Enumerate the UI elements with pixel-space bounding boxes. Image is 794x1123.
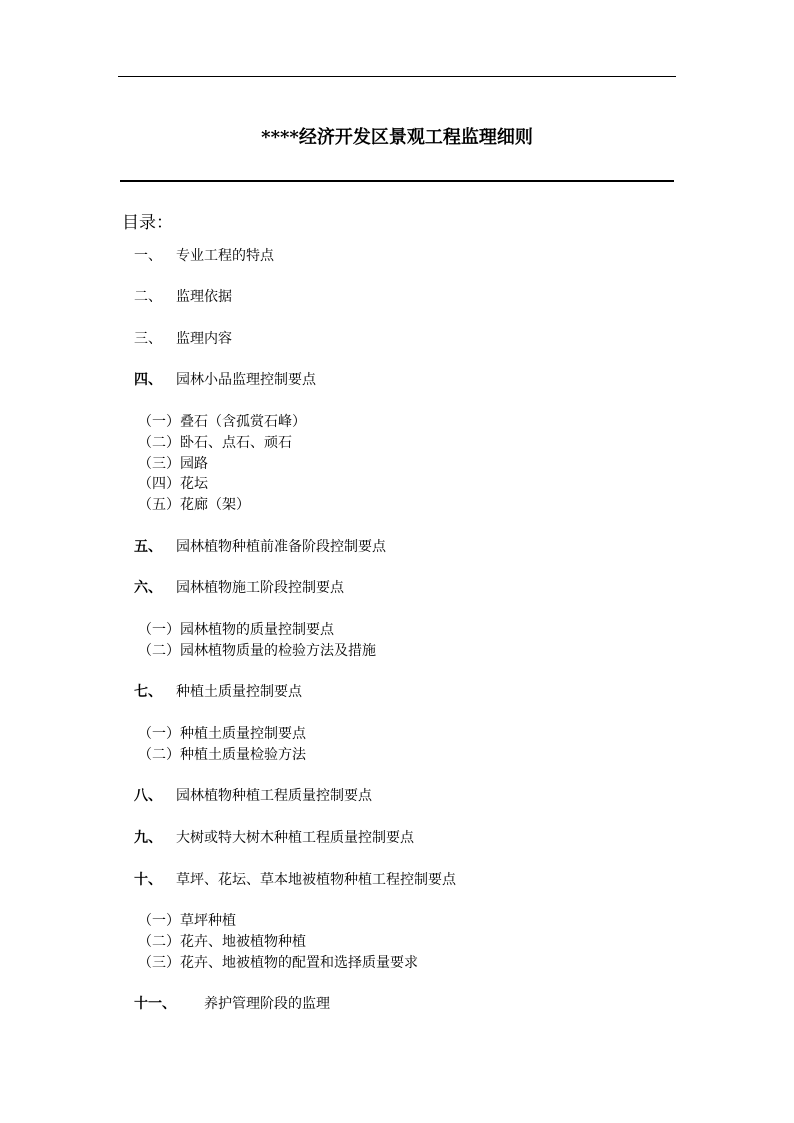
toc-section-label: 园林植物种植前准备阶段控制要点 [176, 539, 386, 555]
toc-subsection[interactable] [138, 455, 208, 473]
toc-section-label: 专业工程的特点 [176, 248, 274, 264]
toc-section-number: 十一、 [134, 996, 176, 1012]
toc-subsection-label: 花卉、地被植物的配置和选择质量要求 [180, 955, 418, 971]
toc-section-label: 种植土质量控制要点 [176, 684, 302, 700]
toc-subsection-number: （二） [138, 747, 180, 763]
toc-subsection[interactable] [138, 746, 306, 764]
toc-subsection[interactable] [138, 954, 418, 972]
toc-section-number: 九、 [134, 830, 162, 846]
toc-subsection-label: 叠石（含孤赏石峰） [180, 414, 306, 430]
toc-subsection-label: 种植土质量检验方法 [180, 747, 306, 763]
toc-subsection-number: （二） [138, 934, 180, 950]
toc-subsection-number: （四） [138, 476, 180, 492]
toc-section-number: 五、 [134, 539, 162, 555]
toc-subsection-label: 园路 [180, 456, 208, 472]
toc-subsection[interactable] [138, 912, 236, 930]
toc-section-number: 一、 [134, 248, 162, 264]
toc-section-label: 大树或特大树木种植工程质量控制要点 [176, 830, 414, 846]
toc-section-label: 园林植物种植工程质量控制要点 [176, 788, 372, 804]
toc-section-label: 园林植物施工阶段控制要点 [176, 580, 344, 596]
toc-subsection[interactable] [138, 496, 250, 514]
toc-section-number: 七、 [134, 684, 162, 700]
toc-subsection-number: （一） [138, 622, 180, 638]
title-underline [120, 180, 674, 182]
toc-subsection[interactable] [138, 933, 306, 951]
toc-section-number: 八、 [134, 788, 162, 804]
toc-subsection-number: （一） [138, 913, 180, 929]
toc-subsection[interactable] [138, 725, 306, 743]
toc-subsection-number: （二） [138, 435, 180, 451]
toc-subsection-label: 草坪种植 [180, 913, 236, 929]
toc-subsection-label: 卧石、点石、顽石 [180, 435, 292, 451]
toc-section-label: 园林小品监理控制要点 [176, 372, 316, 388]
toc-subsection[interactable] [138, 475, 208, 493]
toc-subsection-number: （二） [138, 643, 180, 659]
toc-subsection-number: （三） [138, 456, 180, 472]
toc-section-number: 六、 [134, 580, 162, 596]
toc-section-label: 草坪、花坛、草本地被植物种植工程控制要点 [176, 872, 456, 888]
toc-subsection-label: 园林植物的质量控制要点 [180, 622, 334, 638]
toc-subsection-number: （三） [138, 955, 180, 971]
toc-section-number: 二、 [134, 289, 162, 305]
toc-section-label: 养护管理阶段的监理 [204, 996, 330, 1012]
toc-subsection[interactable] [138, 434, 292, 452]
toc-subsection-number: （五） [138, 497, 180, 513]
toc-subsection[interactable] [138, 413, 306, 431]
toc-section-number: 十、 [134, 872, 162, 888]
toc-subsection-label: 花廊（架） [180, 497, 250, 513]
toc-subsection[interactable] [138, 621, 334, 639]
header-rule [118, 76, 676, 77]
toc-subsection-number: （一） [138, 414, 180, 430]
toc-subsection-label: 花卉、地被植物种植 [180, 934, 306, 950]
toc-section-number: 四、 [134, 372, 162, 388]
toc-subsection-label: 种植土质量控制要点 [180, 726, 306, 742]
toc-subsection-number: （一） [138, 726, 180, 742]
toc-subsection[interactable] [138, 642, 376, 660]
toc-section-number: 三、 [134, 331, 162, 347]
toc-section-label: 监理内容 [176, 331, 232, 347]
toc-heading: 目录： [122, 213, 173, 233]
toc-subsection-label: 园林植物质量的检验方法及措施 [180, 643, 376, 659]
toc-section-label: 监理依据 [176, 289, 232, 305]
document-title: ****经济开发区景观工程监理细则 [261, 127, 533, 148]
toc-subsection-label: 花坛 [180, 476, 208, 492]
